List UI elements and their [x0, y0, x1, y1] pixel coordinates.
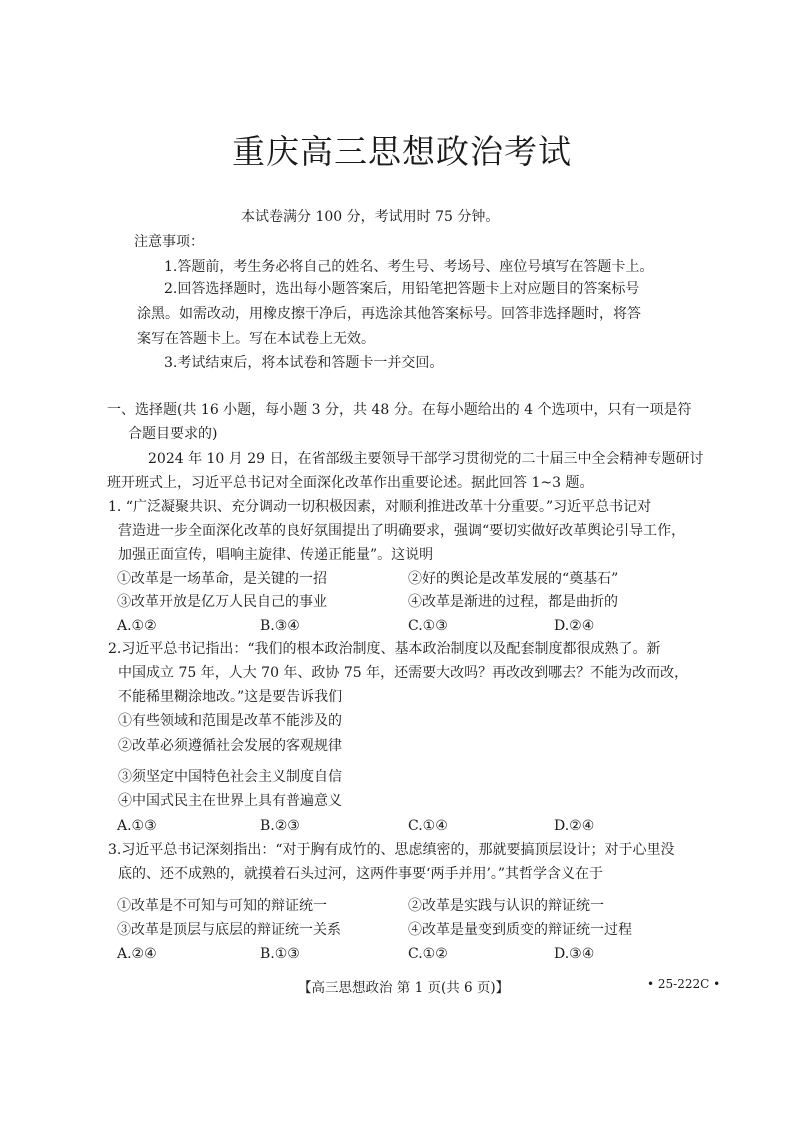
- q1-option-a[interactable]: A.①②: [117, 618, 157, 634]
- q2-option-a[interactable]: A.①③: [117, 818, 157, 834]
- q2-stem-line: 不能稀里糊涂地改。”这是要告诉我们: [118, 689, 343, 705]
- q3-statement: ①改革是不可知与可知的辩证统一: [117, 898, 327, 914]
- page-footer-label: 【高三思想政治 第 1 页(共 6 页)】: [298, 980, 510, 996]
- q3-statement: ④改革是量变到质变的辩证统一过程: [408, 922, 632, 938]
- q1-statement: ③改革开放是亿万人民自己的事业: [117, 594, 327, 610]
- q3-stem-line: 底的、还不成熟的，就摸着石头过河，这两件事要‘两手并用’。”其哲学含义在于: [118, 866, 604, 882]
- note-item-2-line: 涂黑。如需改动，用橡皮擦干净后，再选涂其他答案标号。回答非选择题时，将答: [137, 306, 641, 322]
- q1-stem-line: 1. “广泛凝聚共识、充分调动一切积极因素，对顺利推进改革十分重要。”习近平总书记对: [108, 499, 652, 515]
- q2-option-d[interactable]: D.②④: [554, 818, 595, 834]
- section-heading-line: 一、选择题(共 16 小题，每小题 3 分，共 48 分。在每小题给出的 4 个选项中，只有一项是符: [107, 402, 692, 418]
- section-heading-line: 合题目要求的): [128, 426, 218, 442]
- q2-statement: ①有些领域和范围是改革不能涉及的: [118, 713, 342, 729]
- q1-statement: ①改革是一场革命，是关键的一招: [117, 571, 327, 587]
- section-intro-line: 2024 年 10 月 29 日，在省部级主要领导干部学习贯彻党的二十届三中全会精神专题研讨: [148, 451, 704, 467]
- note-item-2-line: 案写在答题卡上。写在本试卷上无效。: [137, 331, 375, 347]
- q1-option-d[interactable]: D.②④: [554, 618, 595, 634]
- q2-option-b[interactable]: B.②③: [260, 818, 300, 834]
- section-intro-line: 班开班式上，习近平总书记对全面深化改革作出重要论述。据此回答 1~3 题。: [107, 475, 594, 491]
- q1-option-c[interactable]: C.①③: [408, 618, 448, 634]
- q1-stem-line: 加强正面宣传，唱响主旋律、传递正能量”。这说明: [118, 547, 434, 563]
- q2-stem-line: 中国成立 75 年，人大 70 年、政协 75 年，还需要大改吗？再改改到哪去？不能为改而改，: [118, 665, 689, 681]
- note-item-2-line: 2.回答选择题时，选出每小题答案后，用铅笔把答题卡上对应题目的答案标号: [164, 281, 640, 297]
- exam-meta: 本试卷满分 100 分，考试用时 75 分钟。: [241, 209, 500, 225]
- q2-statement: ④中国式民主在世界上具有普遍意义: [118, 793, 342, 809]
- q2-statement: ③须坚定中国特色社会主义制度自信: [118, 769, 342, 785]
- q3-option-d[interactable]: D.③④: [554, 946, 595, 962]
- note-item-3: 3.考试结束后，将本试卷和答题卡一并交回。: [164, 355, 444, 371]
- q1-statement: ④改革是渐进的过程，都是曲折的: [408, 594, 618, 610]
- q3-stem-line: 3.习近平总书记深刻指出：“对于胸有成竹的、思虑缜密的，那就要搞顶层设计；对于心里没: [108, 842, 675, 858]
- q2-option-c[interactable]: C.①④: [408, 818, 448, 834]
- q3-statement: ②改革是实践与认识的辩证统一: [408, 898, 604, 914]
- paper-code: • 25-222C •: [647, 977, 721, 991]
- q1-stem-line: 营造进一步全面深化改革的良好氛围提出了明确要求，强调“要切实做好改革舆论引导工作，: [118, 523, 686, 539]
- q1-option-b[interactable]: B.③④: [260, 618, 300, 634]
- q2-stem-line: 2.习近平总书记指出：“我们的根本政治制度、基本政治制度以及配套制度都很成熟了。新: [108, 641, 661, 657]
- notes-heading: 注意事项：: [134, 234, 204, 250]
- note-item-1: 1.答题前，考生务必将自己的姓名、考生号、考场号、座位号填写在答题卡上。: [164, 259, 654, 275]
- q3-statement: ③改革是顶层与底层的辩证统一关系: [117, 922, 341, 938]
- q3-option-a[interactable]: A.②④: [117, 946, 157, 962]
- q1-statement: ②好的舆论是改革发展的“奠基石”: [408, 571, 619, 587]
- exam-title: 重庆高三思想政治考试: [232, 132, 572, 171]
- q3-option-c[interactable]: C.①②: [408, 946, 448, 962]
- q3-option-b[interactable]: B.①③: [260, 946, 300, 962]
- q2-statement: ②改革必须遵循社会发展的客观规律: [118, 738, 342, 754]
